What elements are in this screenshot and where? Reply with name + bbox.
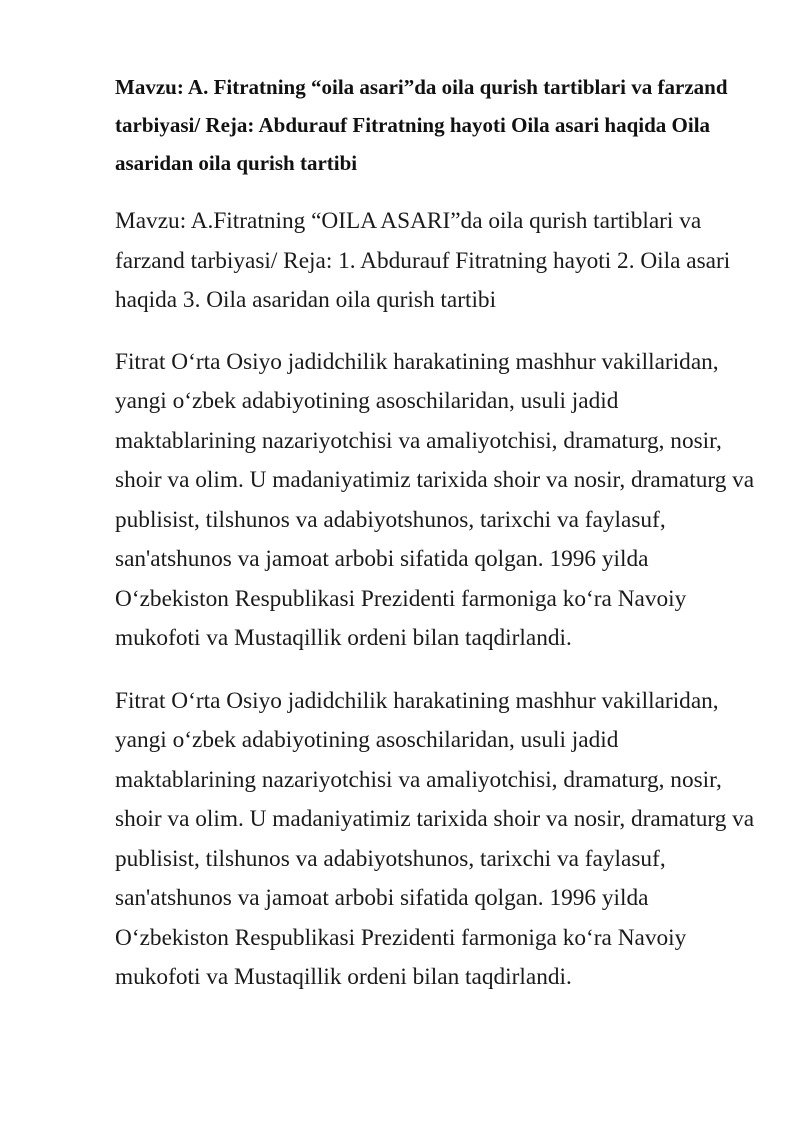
paragraph-biography: Fitrat O‘rta Osiyo jadidchilik harakatining mashhur vakillaridan, yangi o‘zbek adabiyotining asoschilaridan, usuli jadid maktablarining nazariyotchisi va amaliyotchisi, dramaturg, nosir, shoir va olim. U madaniyatimiz tarixida shoir va nosir, dramaturg va publisist, tilshunos va adabiyotshunos, tarixchi va faylasuf, san'atshunos va jamoat arbobi sifatida qolgan. 1996 yilda O‘zbekiston Respublikasi Prezidenti farmoniga ko‘ra Navoiy mukofoti va Mustaqillik ordeni bilan taqdirlandi.	[115, 348, 755, 651]
document-page	[115, 68, 755, 998]
paragraph-topic-plan: Mavzu: A.Fitratning “OILA ASARI”da oila qurish tartiblari va farzand tarbiyasi/ Reja: 1. Abdurauf Fitratning hayoti 2. Oila asari haqida 3. Oila asaridan oila qurish tartibi	[115, 208, 731, 313]
document-title: Mavzu: A. Fitratning “oila asari”da oila qurish tartiblari va farzand tarbiyasi/ Reja: Abdurauf Fitratning hayoti Oila asari haqida Oila asaridan oila qurish tartibi	[115, 75, 728, 175]
paragraph-biography-repeat: Fitrat O‘rta Osiyo jadidchilik harakatining mashhur vakillaridan, yangi o‘zbek adabiyotining asoschilaridan, usuli jadid maktablarining nazariyotchisi va amaliyotchisi, dramaturg, nosir, shoir va olim. U madaniyatimiz tarixida shoir va nosir, dramaturg va publisist, tilshunos va adabiyotshunos, tarixchi va faylasuf, san'atshunos va jamoat arbobi sifatida qolgan. 1996 yilda O‘zbekiston Respublikasi Prezidenti farmoniga ko‘ra Navoiy mukofoti va Mustaqillik ordeni bilan taqdirlandi.	[115, 687, 755, 990]
